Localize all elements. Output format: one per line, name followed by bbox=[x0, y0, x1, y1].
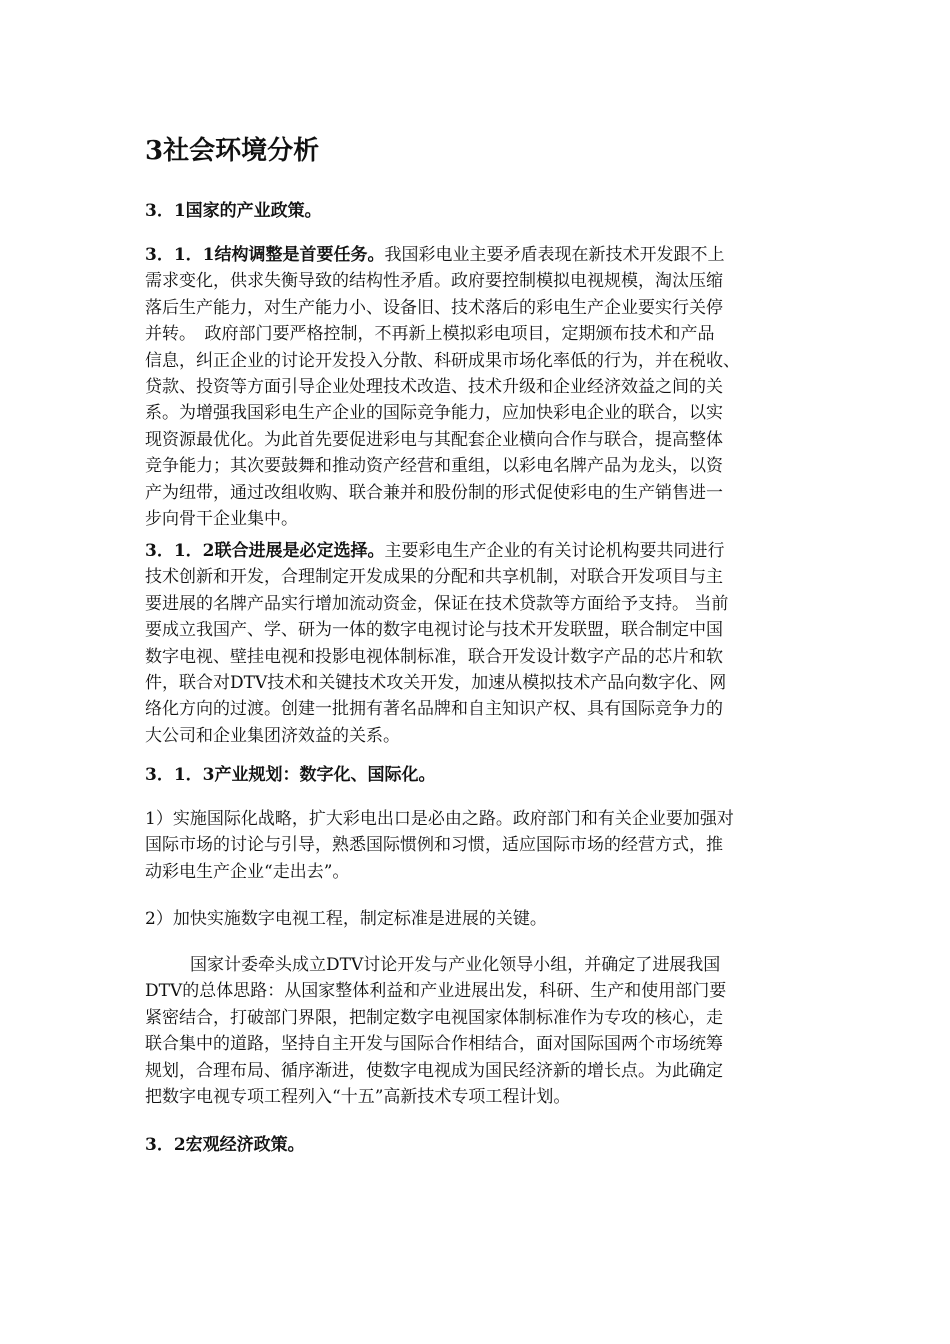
section-heading-3-1: 3．1国家的产业政策。 bbox=[145, 201, 322, 221]
paragraph-line: 2）加快实施数字电视工程，制定标准是进展的关键。 bbox=[145, 909, 547, 929]
paragraph-line: 要成立我国产、学、研为一体的数字电视讨论与技术开发联盟，联合制定中国 bbox=[145, 620, 723, 641]
paragraph-line: 要进展的名牌产品实行增加流动资金，保证在技术贷款等方面给予支持。 当前 bbox=[145, 593, 729, 614]
paragraph-line: 规划，合理布局、循序渐进，使数字电视成为国民经济新的增长点。为此确定 bbox=[145, 1060, 723, 1081]
paragraph-3-1-2 bbox=[145, 538, 805, 749]
paragraph-line: 动彩电生产企业“走出去”。 bbox=[145, 861, 350, 882]
paragraph-line: 大公司和企业集团济效益的关系。 bbox=[145, 725, 400, 746]
paragraph-line: 产为纽带，通过改组收购、联合兼并和股份制的形式促使彩电的生产销售进一 bbox=[145, 482, 723, 503]
paragraph-line: 竞争能力；其次要鼓舞和推动资产经营和重组，以彩电名牌产品为龙头，以资 bbox=[145, 456, 723, 477]
paragraph-line bbox=[145, 242, 805, 268]
document-title: 3社会环境分析 bbox=[145, 136, 320, 166]
paragraph-3-1-1 bbox=[145, 242, 805, 532]
paragraph-line: 紧密结合，打破部门界限，把制定数字电视国家体制标准作为专攻的核心，走 bbox=[145, 1007, 723, 1028]
paragraph-lead-heading: 3．1．1结构调整是首要任务。 bbox=[145, 245, 385, 265]
paragraph-line: 并转。 政府部门要严格控制，不再新上模拟彩电项目，定期颁布技术和产品 bbox=[145, 324, 715, 345]
paragraph-line: 国际市场的讨论与引导，熟悉国际惯例和习惯，适应国际市场的经营方式，推 bbox=[145, 835, 723, 856]
paragraph-dtv-plan bbox=[145, 952, 805, 1110]
paragraph-line: DTV的总体思路：从国家整体利益和产业进展出发，科研、生产和使用部门要 bbox=[145, 981, 727, 1002]
section-heading-3-2: 3．2宏观经济政策。 bbox=[145, 1135, 305, 1155]
paragraph-line: 件，联合对DTV技术和关键技术攻关开发，加速从模拟技术产品向数字化、网 bbox=[145, 673, 727, 694]
paragraph-line: 系。为增强我国彩电生产企业的国际竞争能力，应加快彩电企业的联合，以实 bbox=[145, 403, 723, 424]
paragraph-line: 联合集中的道路，坚持自主开发与国际合作相结合，面对国际国两个市场统筹 bbox=[145, 1034, 723, 1055]
paragraph-line: 落后生产能力，对生产能力小、设备旧、技术落后的彩电生产企业要实行关停 bbox=[145, 297, 723, 318]
paragraph-lead-heading: 3．1．2联合进展是必定选择。 bbox=[145, 541, 385, 561]
paragraph-line: 贷款、投资等方面引导企业处理技术改造、技术升级和企业经济效益之间的关 bbox=[145, 377, 723, 398]
paragraph-line: 络化方向的过渡。创建一批拥有著名品牌和自主知识产权、具有国际竞争力的 bbox=[145, 699, 723, 720]
paragraph-line: 需求变化，供求失衡导致的结构性矛盾。政府要控制模拟电视规模，淘汰压缩 bbox=[145, 271, 723, 292]
paragraph-line bbox=[145, 538, 805, 564]
paragraph-item-1 bbox=[145, 806, 805, 885]
paragraph-line: 现资源最优化。为此首先要促进彩电与其配套企业横向合作与联合，提高整体 bbox=[145, 429, 723, 450]
paragraph-line: 数字电视、壁挂电视和投影电视体制标准，联合开发设计数字产品的芯片和软 bbox=[145, 646, 723, 667]
paragraph-text: 主要彩电生产企业的有关讨论机构要共同进行 bbox=[384, 541, 725, 561]
paragraph-line: 信息，纠正企业的讨论开发投入分散、科研成果市场化率低的行为，并在税收、 bbox=[145, 350, 740, 371]
paragraph-line: 步向骨干企业集中。 bbox=[145, 509, 298, 530]
paragraph-text: 我国彩电业主要矛盾表现在新技术开发跟不上 bbox=[384, 245, 725, 265]
section-heading-3-1-3: 3．1．3产业规划：数字化、国际化。 bbox=[145, 765, 436, 785]
paragraph-item-2 bbox=[145, 906, 805, 932]
paragraph-line: 把数字电视专项工程列入“十五”高新技术专项工程计划。 bbox=[145, 1087, 571, 1108]
paragraph-line: 1）实施国际化战略，扩大彩电出口是必由之路。政府部门和有关企业要加强对 bbox=[145, 809, 734, 829]
paragraph-line: 技术创新和开发，合理制定开发成果的分配和共享机制，对联合开发项目与主 bbox=[145, 567, 723, 588]
paragraph-line: 国家计委牵头成立DTV讨论开发与产业化领导小组，并确定了进展我国 bbox=[190, 955, 721, 975]
